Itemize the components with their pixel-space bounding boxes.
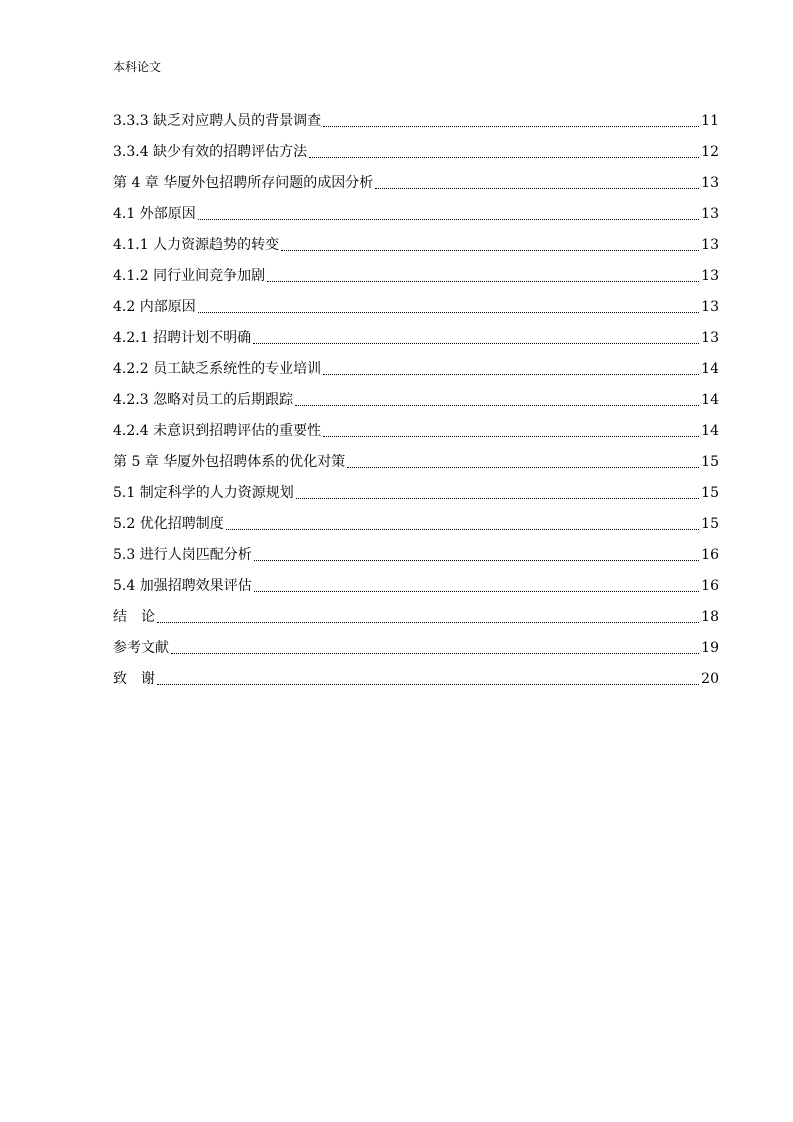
toc-entry-page: 16 [701,547,719,563]
toc-leader-dots [309,157,699,158]
toc-entry-title: 4.2.3 忽略对员工的后期跟踪 [113,392,294,408]
toc-entry[interactable] [113,348,719,379]
toc-leader-dots [254,591,699,592]
toc-entry-page: 13 [701,206,719,222]
toc-leader-dots [157,684,699,685]
toc-entry-page: 13 [701,330,719,346]
toc-leader-dots [295,405,699,406]
toc-entry[interactable] [113,379,719,410]
toc-leader-dots [253,343,699,344]
toc-leader-dots [226,529,699,530]
toc-entry-title: 4.1.2 同行业间竞争加剧 [113,268,266,284]
toc-leader-dots [198,219,699,220]
toc-entry-title: 3.3.4 缺少有效的招聘评估方法 [113,144,308,160]
toc-entry-page: 16 [701,578,719,594]
toc-entry-title: 4.2.2 员工缺乏系统性的专业培训 [113,361,322,377]
toc-entry[interactable] [113,131,719,162]
toc-entry[interactable] [113,100,719,131]
toc-entry-page: 18 [701,609,719,625]
toc-entry-page: 14 [701,423,719,439]
toc-entry-title: 4.2.4 未意识到招聘评估的重要性 [113,423,322,439]
toc-entry[interactable] [113,193,719,224]
toc-entry-title: 3.3.3 缺乏对应聘人员的背景调查 [113,113,322,129]
toc-entry-page: 13 [701,237,719,253]
toc-leader-dots [323,374,699,375]
toc-leader-dots [171,653,699,654]
toc-entry-page: 13 [701,175,719,191]
toc-entry[interactable] [113,286,719,317]
toc-leader-dots [267,281,699,282]
toc-entry[interactable] [113,627,719,658]
toc-entry[interactable] [113,658,719,689]
toc-entry-page: 11 [701,113,719,129]
toc-entry-title: 5.4 加强招聘效果评估 [113,578,252,594]
toc-entry-page: 13 [701,299,719,315]
toc-leader-dots [375,188,699,189]
toc-entry-page: 20 [701,671,719,687]
toc-leader-dots [347,467,699,468]
toc-entry[interactable] [113,534,719,565]
toc-entry[interactable] [113,503,719,534]
toc-entry-page: 12 [701,144,719,160]
toc-entry[interactable] [113,596,719,627]
toc-entry[interactable] [113,162,719,193]
toc-entry-title: 5.3 进行人岗匹配分析 [113,547,252,563]
toc-entry-title: 第 5 章 华厦外包招聘体系的优化对策 [113,454,346,470]
toc-entry-page: 19 [701,640,719,656]
toc-entry-title: 4.2 内部原因 [113,299,196,315]
toc-leader-dots [323,126,699,127]
toc-entry[interactable] [113,472,719,503]
toc-leader-dots [198,312,699,313]
toc-entry[interactable] [113,255,719,286]
toc-entry-page: 15 [701,485,719,501]
toc-leader-dots [296,498,699,499]
toc-entry[interactable] [113,317,719,348]
toc-entry[interactable] [113,441,719,472]
toc-entry-title: 致 谢 [113,671,155,687]
toc-leader-dots [281,250,699,251]
toc-entry-page: 14 [701,392,719,408]
toc-entry-page: 15 [701,516,719,532]
toc-entry-title: 5.1 制定科学的人力资源规划 [113,485,294,501]
toc-entry-title: 4.2.1 招聘计划不明确 [113,330,252,346]
toc-entry-title: 4.1.1 人力资源趋势的转变 [113,237,280,253]
toc-entry-title: 参考文献 [113,640,169,656]
toc-entry-page: 15 [701,454,719,470]
toc-leader-dots [254,560,699,561]
toc-leader-dots [157,622,699,623]
running-header: 本科论文 [113,60,162,74]
toc-entry[interactable] [113,565,719,596]
toc-entry[interactable] [113,224,719,255]
toc-entry-title: 5.2 优化招聘制度 [113,516,224,532]
header-divider [113,83,719,84]
table-of-contents [113,100,719,689]
toc-leader-dots [323,436,699,437]
toc-entry-title: 4.1 外部原因 [113,206,196,222]
toc-entry-page: 13 [701,268,719,284]
toc-entry-page: 14 [701,361,719,377]
toc-entry-title: 第 4 章 华厦外包招聘所存问题的成因分析 [113,175,374,191]
toc-entry[interactable] [113,410,719,441]
toc-entry-title: 结 论 [113,609,155,625]
